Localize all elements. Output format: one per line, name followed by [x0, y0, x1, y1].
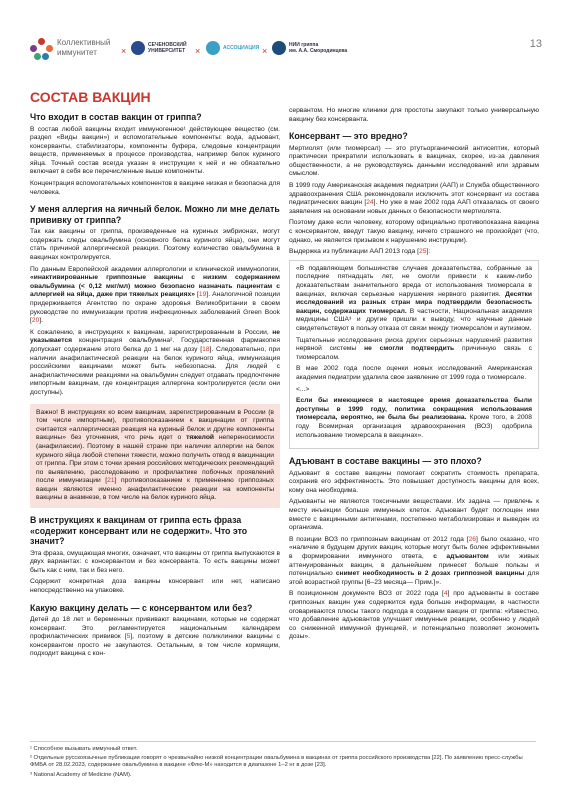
- paragraph: Эта фраза, смущающая многих, означает, что вакцины от гриппа выпускаются в двух вариантах: с консервантом и без консерванта. То есть вакцины может быть как с ним, так и без него.: [30, 549, 280, 574]
- paragraph: Детей до 18 лет и беременных прививают вакцинами, которые не содержат консервант. Это регламентируется национальным календарем профилактических прививок [5], поэтому в детские поликлиники вакцины с консервантом просто не закупаются. Остальным, в том числе кормящим, подходит вакцина с кон-: [30, 616, 280, 658]
- quote-ellipsis: <...>: [296, 385, 310, 393]
- paragraph: Так как вакцины от гриппа, произведенные на куриных эмбрионах, могут содержать следы овальбумина (основного белка куриного яйца), они могут стать причиной аллергической реакции. Поэтому количество овальбумина в вакцинах контролируется.: [30, 228, 280, 262]
- logo-text: [57, 38, 110, 58]
- collective-immunity-logo-icon: [30, 38, 54, 62]
- reference-link[interactable]: 24: [366, 199, 374, 207]
- sechenov-university-logo: [131, 36, 187, 60]
- quote-paragraph: Тщательные исследования риска других серьезных нарушений развития нервной системы не смогли подтвердить причинную связь с тиомерсалом.: [296, 336, 533, 361]
- notice-text: Важно! В инструкциях ко всем вакцинам, зарегистрированным в России (в том числе импортным), противопоказанием к вакцинации от гриппа считается «аллергическая реакция на куриный белок и другие компоненты вакцины» без уточнения, что речь идет о тяжелой непереносимости (анафилаксии). Поэтому в нашей стране при наличии аллергии на белок куриного яйца любой степени тяжести, можно получить отвод в вакцинации от гриппа. При этом с точки зрения российских методических рекомендаций по выявлению, расследованию и профилактике побочных проявлений после иммунизации [21] противопоказанием к применению гриппозных вакцин являются именно анафилактические реакции на компоненты вакцины в анамнезе, в том числе на белок куриного яйца.: [36, 408, 275, 502]
- question-heading: Что входит в состав вакцин от гриппа?: [30, 112, 202, 122]
- reference-link[interactable]: 26: [468, 535, 477, 543]
- question-heading: Консервант — это вредно?: [289, 131, 408, 142]
- paragraph: В состав любой вакцины входит иммуногенное¹ действующее вещество (см. раздел «Виды вакцин») и вспомогательные компоненты: вода, адъювант, консерванты, стабилизаторы, компоненты буфера, следовые концентрации веществ, применяемых в процессе производства, например белок куриного яйца. Точный состав всегда указан в инструкции к ней и не обязательно включает в себя все перечисленные выше компоненты.: [30, 125, 280, 176]
- paragraph: Концентрация вспомогательных компонентов в вакцине низкая и безопасна для человека.: [30, 180, 280, 196]
- institute-emblem-icon: [272, 41, 286, 55]
- partner-name: им. А.А. Смородинцева: [289, 48, 348, 54]
- footnote: ¹ Способное вызывать иммунный ответ.: [30, 746, 138, 752]
- reference-link[interactable]: 22: [433, 755, 440, 762]
- paragraph: Поэтому даже если человеку, которому официально противопоказана вакцина с консервантом, введут такую вакцину, ничего страшного не произойдет (что, однако, не является призывом к нарушению инструкции).: [289, 219, 539, 244]
- partner-name: АССОЦИАЦИЯ: [223, 45, 260, 51]
- paragraph: Адъюванты не являются токсичными веществами. Их задача — привлечь к месту инъекции больше иммунных клеток. Адъювант будет поглощен ими вместе с вакцинными антигенами, постепенно метаболизирован и выведен из организма.: [289, 498, 539, 532]
- logo-text-line1: Коллективный: [57, 38, 111, 47]
- paragraph: По данным Европейской академии аллергологии и клинической иммунологии, «инактивированные гриппозные вакцины с низким содержанием овальбумина (< 0,12 мкг/мл) можно безопасно назначать пациентам с аллергией на яйца, даже при тяжелых реакциях» [19]. Аналогичной позиции придерживается Агентство по охране здоровья Великобритании в своем руководстве по иммунизации против инфекционных заболеваний Green Book [20].: [30, 265, 280, 325]
- separator: ×: [262, 46, 268, 56]
- question-heading: У меня аллергия на яичный белок. Можно ли мне делать прививку от гриппа?: [30, 204, 280, 225]
- partner-name: УНИВЕРСИТЕТ: [148, 48, 186, 54]
- reference-link[interactable]: 5: [126, 633, 131, 641]
- question-heading: В инструкциях к вакцинам от гриппа есть фраза «содержит консервант или не содержит». Что это значит?: [30, 515, 248, 547]
- important-notice-box: [30, 404, 280, 509]
- paragraph: Мертиолят (или тиомерсал) — это ртутьорганический антисептик, который практически прекратили использовать в вакцинах, скорее, из-за давления общественности, а не руководствуясь данными исследований или здравым смыслом.: [289, 144, 539, 178]
- reference-link[interactable]: 19: [198, 291, 207, 299]
- association-logo: [206, 36, 259, 60]
- paragraph: Содержит конкретная доза вакцины консервант или нет, написано непосредственно на упаковке.: [30, 578, 280, 594]
- reference-link[interactable]: 4: [443, 590, 448, 598]
- logo-text-line2: иммунитет: [57, 48, 97, 57]
- quote-paragraph: «В подавляющем большинстве случаев доказательства, собранные за последние пятнадцать лет, не смогли привести к каким-либо доказательствам значительного вреда от использования тиомерсала в вакцинах, включая серьезные нарушения нервного развития. Десятки исследований из разных стран мира подтвердили безопасность вакцин, содержащих тиомерсал. В частности, Национальная академия медицины США³ и другие пришли к выводу, что научные данные свидетельствуют в пользу отказа от связи между тиомерсалом и аутизмом.: [296, 264, 532, 332]
- question-heading: Адъювант в составе вакцины — это плохо?: [289, 456, 482, 467]
- reference-link[interactable]: 21: [107, 477, 115, 485]
- quote-paragraph: Если бы имеющиеся в настоящее время доказательства были доступны в 1999 году, политика сокращения использования тиомерсала, вероятно, не была бы реализована. Кроме того, в 2008 году Всемирная организация здравоохранения (ВОЗ) одобрила использование тиомерсала в вакцинах».: [296, 397, 532, 439]
- page-header: [0, 0, 566, 80]
- quote-caption: Выдержка из публикации ААП 2013 года [25]:: [289, 248, 431, 256]
- paragraph: В 1999 году Американская академия педиатрии (ААП) и Служба общественного здравоохранения США рекомендовали исключить этот консервант из состава педиатрических вакцин [24]. Но уже в мае 2002 года ААП отказалась от своего заявления на основании новых данных о безопасности мертиолята.: [289, 182, 539, 215]
- page-title: СОСТАВ ВАКЦИН: [30, 89, 151, 105]
- quote-box: [289, 260, 539, 449]
- quote-paragraph: В мае 2002 года после оценки новых исследований Американская академия педиатрии удалила свое заявление от 1999 года о тиомерсале.: [296, 365, 532, 381]
- reference-link[interactable]: 23: [316, 762, 324, 769]
- paragraph: В позиционном документе ВОЗ от 2022 года [4] про адъюванты в составе гриппозных вакцин уже содержится куда больше информации, в частности оговариваются плюсы такого подхода в создании вакцин от гриппа: «Известно, что добавление адъювантов улучшает иммунные реакции, особенно у людей со сниженной иммунной функцией, и потенциально позволяет экономить дозы».: [289, 590, 540, 641]
- reference-link[interactable]: 25: [419, 248, 427, 256]
- paragraph: К сожалению, в инструкциях к вакцинам, зарегистрированным в России, не указывается концентрация овальбумина². Государственная фармакопея допускает содержание этого белка до 1 мкг на дозу [18]. Следовательно, при наличии анафилактической реакции на белок куриного яйца, иммунизация российскими вакцинами может быть небезопасна. Для людей с анафилактическими реакциями на овальбумин следует отдавать предпочтение импортным вакцинам, где концентрация аллергена контролируется (если они доступны).: [30, 328, 280, 396]
- association-emblem-icon: [206, 41, 220, 55]
- left-column: [30, 112, 280, 662]
- reference-link[interactable]: 18: [202, 345, 210, 353]
- sechenov-emblem-icon: [131, 41, 145, 55]
- page-number: 13: [529, 38, 542, 50]
- footnote: ³ National Academy of Medicine (NAM).: [30, 771, 132, 778]
- separator: ×: [121, 46, 127, 56]
- partner-name: НИИ гриппа: [289, 42, 319, 48]
- paragraph: сервантом. Но многие клиники для простоты закупают только универсальную вакцину без консерванта.: [289, 107, 539, 123]
- footnote: ² Отдельные русскоязычные публикации говорят о чрезвычайно низкой концентрации овальбумина в вакцинах от гриппа российского производства [22]. По заявлению пресс-службы ФМБА от 28.02.2023, содержание овальбумина в вакцине «Флю-М» находится в диапазоне 1–2 нг в дозе [23].: [30, 755, 523, 769]
- partner-name: СЕЧЕНОВСКИЙ: [148, 42, 187, 48]
- influenza-institute-logo: [272, 36, 347, 60]
- reference-link[interactable]: 20: [31, 317, 40, 325]
- paragraph: Адъювант в составе вакцины помогает сократить стоимость препарата, сохранив его эффективность. Это повышает доступность вакцины для всех, кому она необходима.: [289, 469, 539, 494]
- right-column: [289, 107, 539, 645]
- paragraph: В позиции ВОЗ по гриппозным вакцинам от 2012 года [26] было сказано, что «наличие в будущем других вакцин, которые могут быть более эффективными в формировании иммунного ответа, с адъювантом или живых аттенуированных вакцин, в дальнейшем принесет больше пользы и потенциально снимет необходимость в 2 дозах гриппозной вакцины для этой возрастной группы [6–23 месяца— Прим.]».: [289, 535, 540, 586]
- footnotes: [30, 741, 536, 781]
- question-heading: Какую вакцину делать — с консервантом или без?: [30, 602, 253, 613]
- separator: ×: [195, 46, 201, 56]
